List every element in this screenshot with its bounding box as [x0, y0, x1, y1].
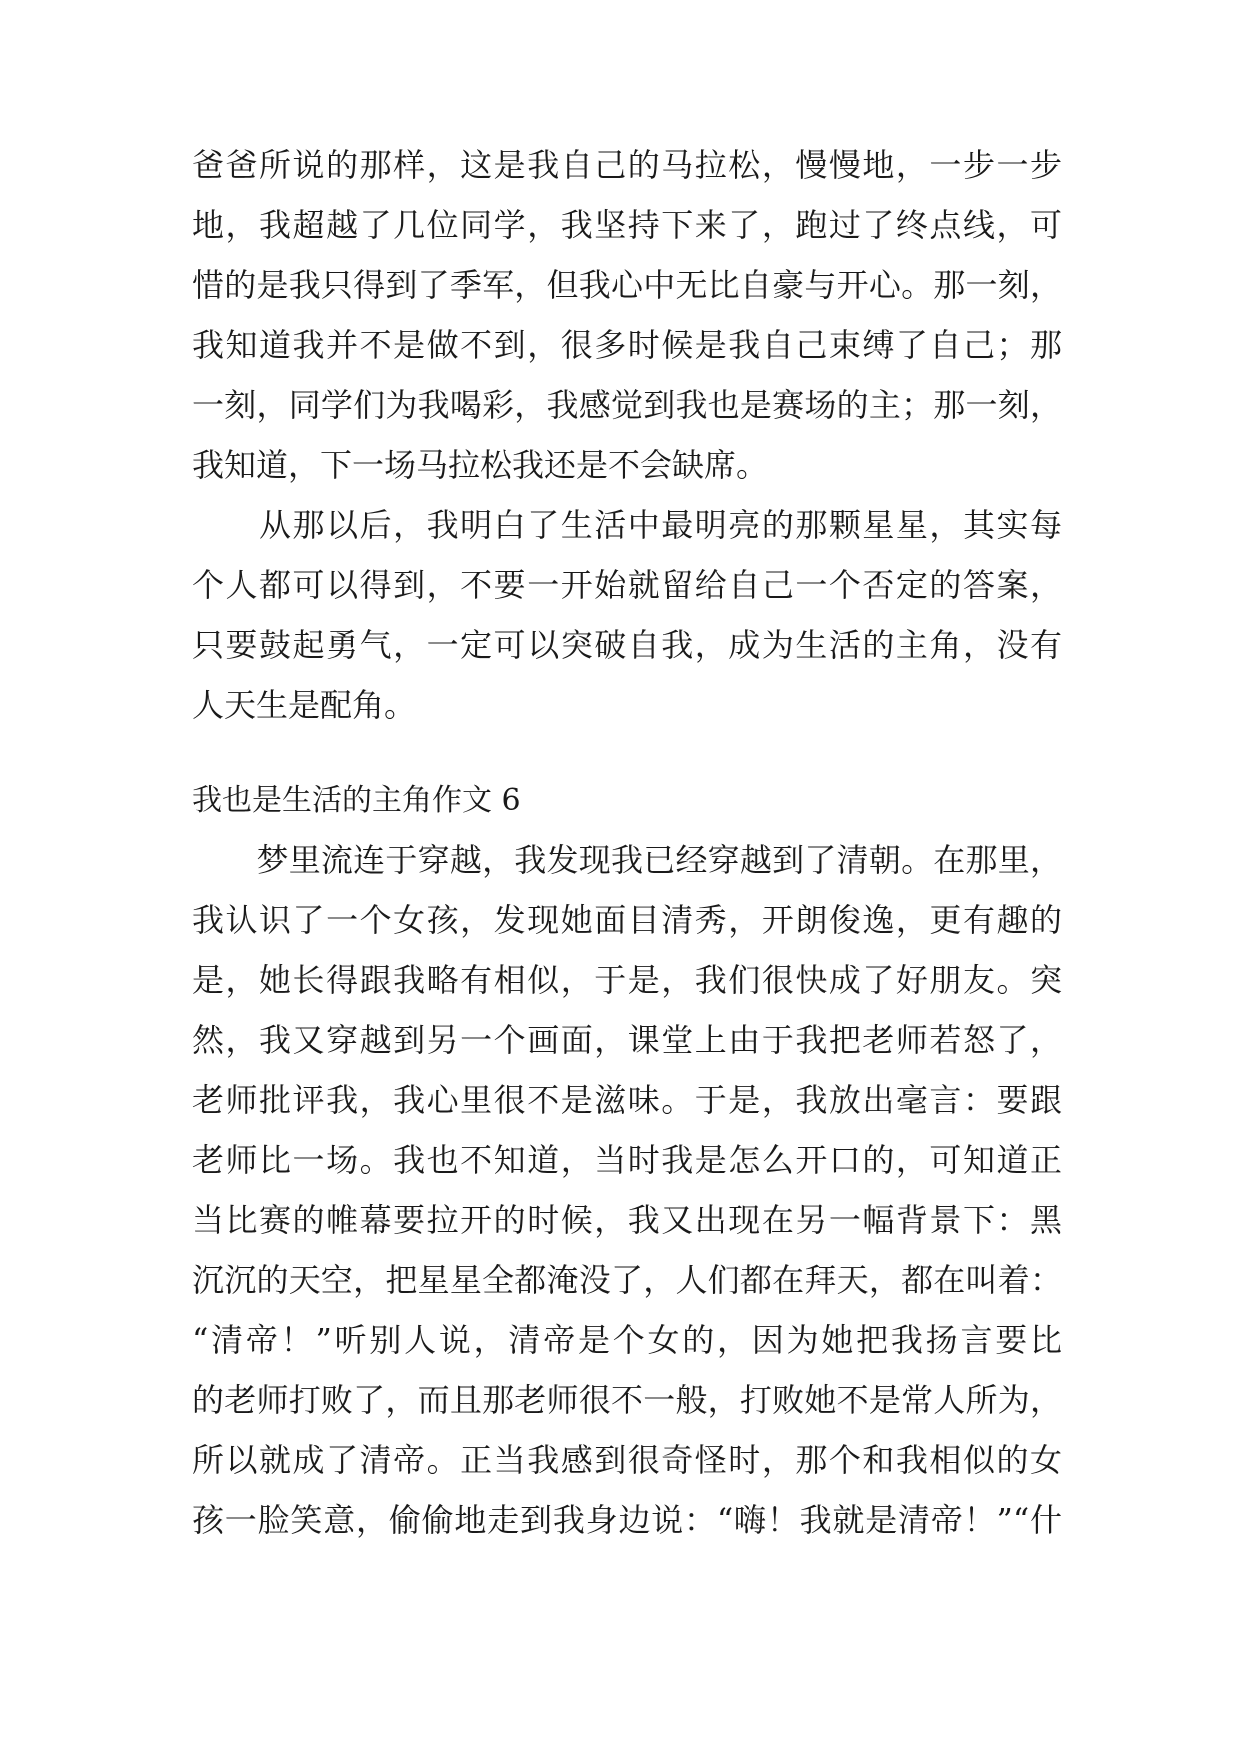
text-line: 沉沉的天空，把星星全都淹没了，人们都在拜天，都在叫着：: [192, 1261, 1062, 1299]
text-line: 我知道我并不是做不到，很多时候是我自己束缚了自己；那: [192, 326, 1062, 364]
text-line: 一刻，同学们为我喝彩，我感觉到我也是赛场的主；那一刻，: [192, 386, 1062, 424]
text-line: 老师批评我，我心里很不是滋味。于是，我放出毫言：要跟: [192, 1081, 1062, 1119]
text-line: 的老师打败了，而且那老师很不一般，打败她不是常人所为，: [192, 1381, 1062, 1419]
text-line: 只要鼓起勇气，一定可以突破自我，成为生活的主角，没有: [192, 626, 1062, 664]
text-line: 所以就成了清帝。正当我感到很奇怪时，那个和我相似的女: [192, 1441, 1062, 1479]
paragraph-conclusion: [192, 495, 1062, 735]
text-line: 当比赛的帷幕要拉开的时候，我又出现在另一幅背景下：黑: [192, 1201, 1062, 1239]
text-line: 爸爸所说的那样，这是我自己的马拉松，慢慢地，一步一步: [192, 146, 1062, 184]
text-line: 梦里流连于穿越，我发现我已经穿越到了清朝。在那里，: [192, 841, 1062, 879]
text-line: 然，我又穿越到另一个画面，课堂上由于我把老师若怒了，: [192, 1021, 1062, 1059]
text-line: 是，她长得跟我略有相似，于是，我们很快成了好朋友。突: [192, 961, 1062, 999]
text-line: 地，我超越了几位同学，我坚持下来了，跑过了终点线，可: [192, 206, 1062, 244]
paragraph-continued: [192, 135, 1062, 495]
text-line: 孩一脸笑意，偷偷地走到我身边说：“嗨！我就是清帝！”“什: [192, 1501, 1062, 1539]
text-line: 惜的是我只得到了季军，但我心中无比自豪与开心。那一刻，: [192, 266, 1062, 304]
text-line: 人天生是配角。: [192, 686, 417, 724]
text-line: 我知道，下一场马拉松我还是不会缺席。: [192, 446, 769, 484]
text-line: 从那以后，我明白了生活中最明亮的那颗星星，其实每: [192, 506, 1062, 544]
section-heading: 我也是生活的主角作文 6: [192, 783, 521, 818]
text-line: 个人都可以得到，不要一开始就留给自己一个否定的答案，: [192, 566, 1062, 604]
paragraph-essay-6: [192, 830, 1062, 1550]
text-line: 我认识了一个女孩，发现她面目清秀，开朗俊逸，更有趣的: [192, 901, 1062, 939]
text-line: “清帝！”听别人说，清帝是个女的，因为她把我扬言要比: [192, 1321, 1062, 1359]
text-line: 老师比一场。我也不知道，当时我是怎么开口的，可知道正: [192, 1141, 1062, 1179]
